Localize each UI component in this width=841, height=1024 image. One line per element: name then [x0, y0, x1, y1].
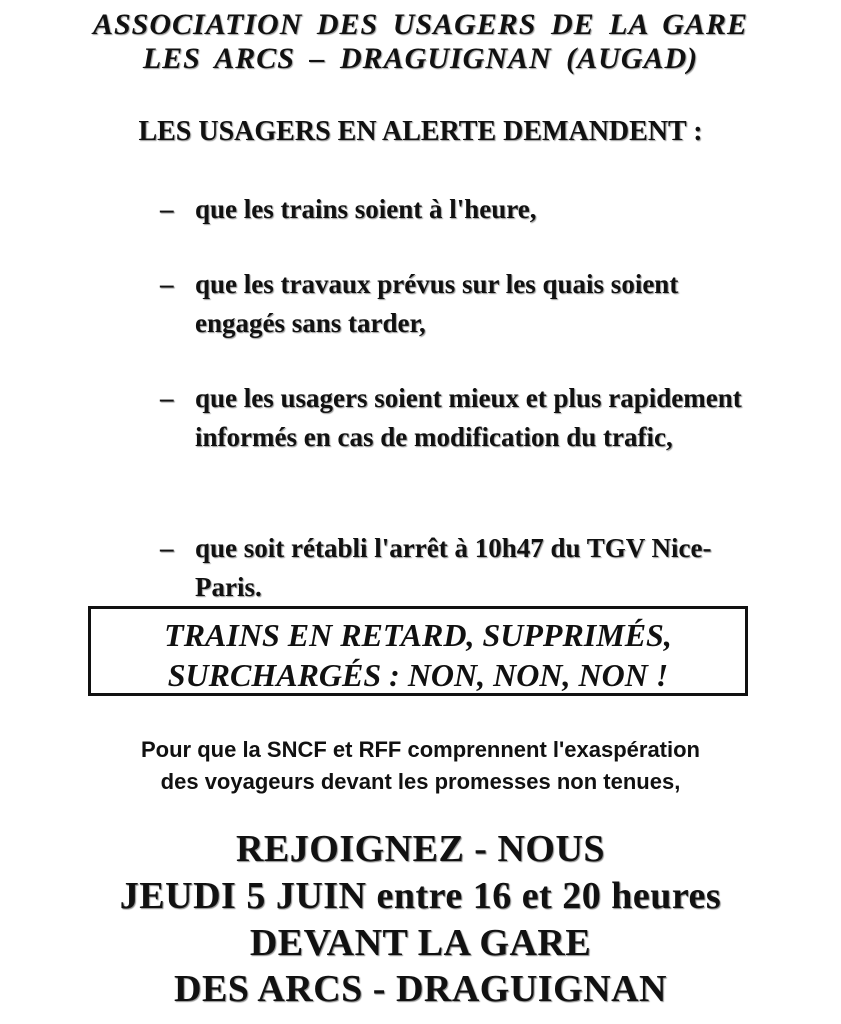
call-to-action-line-4: DES ARCS - DRAGUIGNAN [174, 968, 667, 1010]
demand-item [160, 190, 755, 229]
slogan-line-1: TRAINS EN RETARD, SUPPRIMÉS, [164, 617, 672, 653]
slogan-box [88, 606, 748, 696]
dash-bullet: – [160, 533, 174, 563]
association-name-line-2: LES ARCS – DRAGUIGNAN (AUGAD) [142, 42, 699, 75]
note-line-2: des voyageurs devant les promesses non tenues, [160, 769, 681, 794]
call-to-action-line-2: JEUDI 5 JUIN entre 16 et 20 heures [119, 875, 722, 917]
call-to-action-line-3: DEVANT LA GARE [249, 922, 592, 964]
dash-bullet: – [160, 269, 174, 299]
dash-bullet: – [160, 194, 174, 224]
demand-text: que soit rétabli l'arrêt à 10h47 du TGV Nice-Paris. [195, 533, 712, 602]
demand-text: que les usagers soient mieux et plus rapidement informés en cas de modification du trafic, [195, 383, 742, 452]
demand-item [160, 529, 755, 607]
call-to-action-line-1: REJOIGNEZ - NOUS [235, 828, 606, 870]
demand-text: que les travaux prévus sur les quais soient engagés sans tarder, [195, 269, 679, 338]
association-name-line-1: ASSOCIATION DES USAGERS DE LA GARE [92, 8, 749, 41]
headline: LES USAGERS EN ALERTE DEMANDENT : [138, 116, 703, 147]
demand-item [160, 265, 755, 343]
demand-text: que les trains soient à l'heure, [195, 194, 537, 224]
slogan-line-2: SURCHARGÉS : NON, NON, NON ! [167, 657, 669, 693]
demand-item [160, 379, 755, 457]
dash-bullet: – [160, 383, 174, 413]
note-line-1: Pour que la SNCF et RFF comprennent l'exaspération [141, 737, 700, 762]
